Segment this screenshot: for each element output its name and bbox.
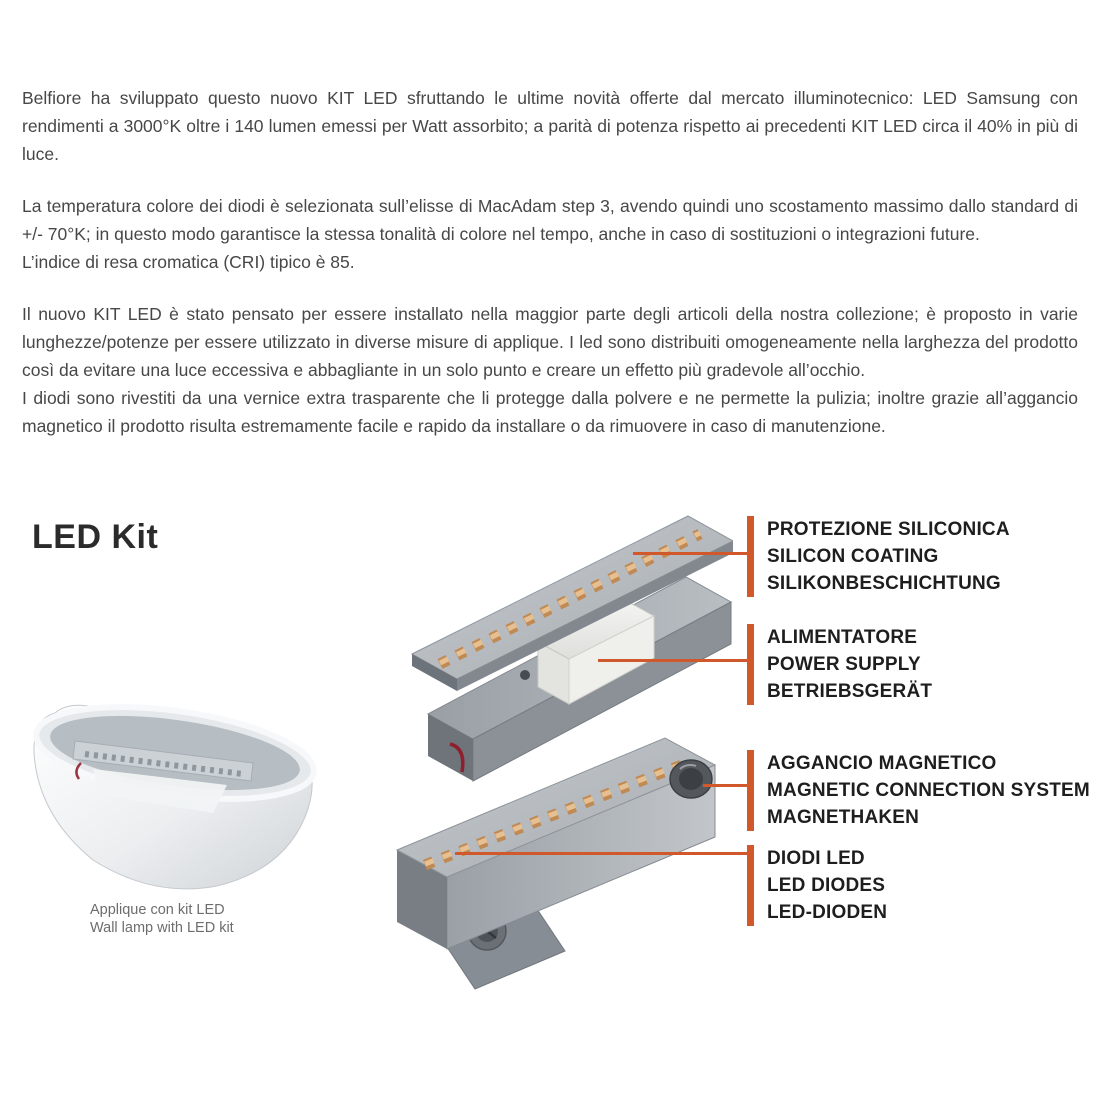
callout-magnetic-connection-de: MAGNETHAKEN (767, 807, 920, 828)
caption-line-en: Wall lamp with LED kit (90, 920, 234, 936)
intro-paragraph-1: Belfiore ha sviluppato questo nuovo KIT LED sfruttando le ultime novità offerte dal mercato illuminotecnico: LED Samsung con rendimenti a 3000°K oltre i 140 lumen emessi per Watt assorbito; a parità di potenza rispetto ai precedenti KIT LED circa il 40% in più di luce. (22, 88, 1078, 164)
accent-bar-icon (747, 624, 754, 705)
intro-paragraph-5: I diodi sono rivestiti da una vernice extra trasparente che li protegge dalla polvere e ne permette la pulizia; inoltre grazie all’aggancio magnetico il prodotto risulta estremamente facile e rapido da installare o da rimuovere in caso di manutenzione. (22, 388, 1078, 436)
intro-paragraph-3: L’indice di resa cromatica (CRI) tipico è 85. (22, 252, 355, 272)
callout-silicon-coating-it: PROTEZIONE SILICONICA (767, 519, 1010, 540)
wall-lamp-image (15, 697, 335, 902)
callout-magnetic-connection-en: MAGNETIC CONNECTION SYSTEM (767, 780, 1090, 801)
intro-paragraph-4: Il nuovo KIT LED è stato pensato per essere installato nella maggior parte degli articoli della nostra collezione; è proposto in varie lunghezze/potenze per essere utilizzato in diverse misure di applique. I led sono distribuiti omogeneamente nella larghezza del prodotto così da evitare una luce eccessiva e abbagliante in un solo punto e creare un effetto più gradevole all’occhio. (22, 304, 1078, 380)
accent-bar-icon (747, 750, 754, 831)
callout-silicon-coating (747, 516, 1010, 597)
caption-line-it: Applique con kit LED (90, 902, 225, 918)
callout-power-supply-it: ALIMENTATORE (767, 627, 918, 648)
accent-bar-icon (747, 845, 754, 926)
callout-led-diodes-en: LED DIODES (767, 875, 886, 896)
leader-line-magnetic-connection (703, 784, 747, 787)
callout-silicon-coating-en: SILICON COATING (767, 546, 939, 567)
intro-paragraph-2: La temperatura colore dei diodi è selezionata sull’elisse di MacAdam step 3, avendo quindi uno scostamento massimo dallo standard di +/- 70°K; in questo modo garantisce la stessa tonalità di colore nel tempo, anche in caso di sostituzioni o integrazioni future. (22, 196, 1078, 244)
leader-line-silicon-coating (633, 552, 747, 555)
intro-text (22, 84, 1078, 440)
wall-lamp-caption (90, 901, 234, 937)
magnet-knob-icon (670, 760, 712, 798)
callout-power-supply (747, 624, 932, 705)
callout-silicon-coating-de: SILIKONBESCHICHTUNG (767, 573, 1001, 594)
callout-power-supply-en: POWER SUPPLY (767, 654, 921, 675)
cable-hole (520, 670, 530, 680)
accent-bar-icon (747, 516, 754, 597)
led-kit-bar-bottom-image (385, 715, 725, 1015)
callout-magnetic-connection-it: AGGANCIO MAGNETICO (767, 753, 997, 774)
page-title: LED Kit (32, 518, 159, 556)
callout-led-diodes (747, 845, 887, 926)
callout-magnetic-connection (747, 750, 1090, 831)
callout-led-diodes-de: LED-DIODEN (767, 902, 888, 923)
callout-power-supply-de: BETRIEBSGERÄT (767, 681, 933, 702)
leader-line-power-supply (598, 659, 747, 662)
leader-line-led-diodes (455, 852, 747, 855)
callout-led-diodes-it: DIODI LED (767, 848, 865, 869)
